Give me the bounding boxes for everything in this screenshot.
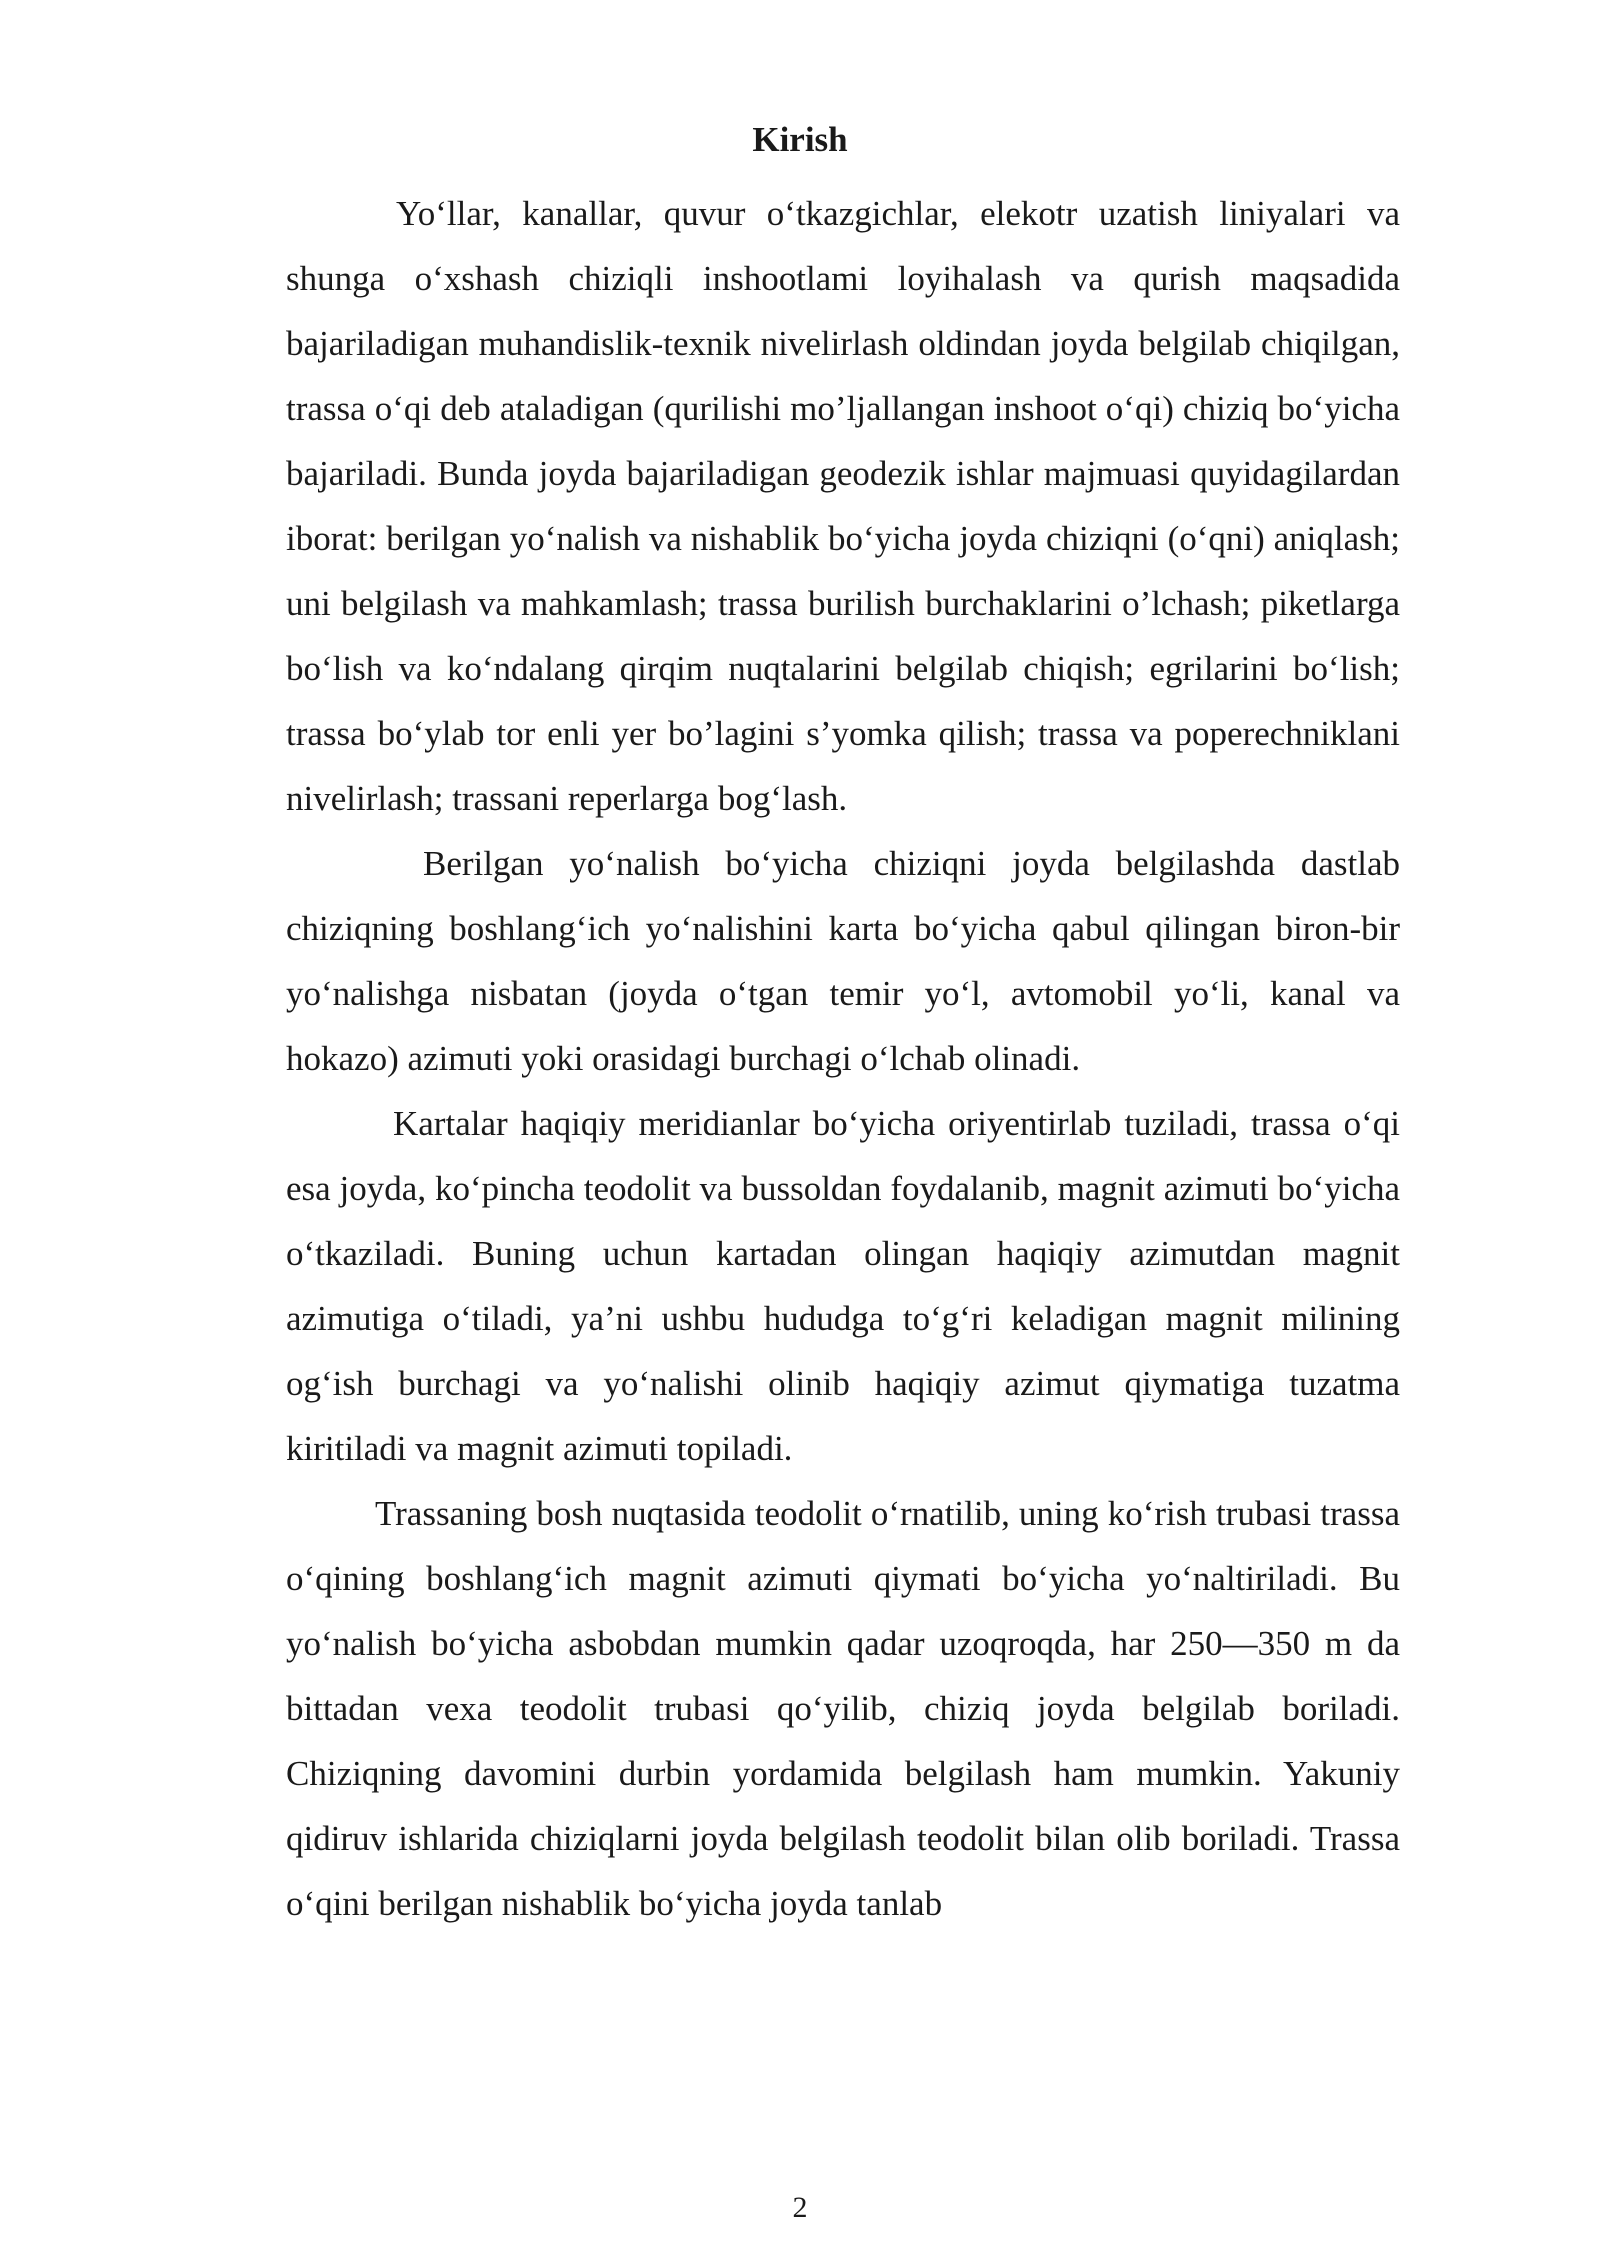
paragraph-1: Yo‘llar, kanallar, quvur o‘tkazgichlar, elekotr uzatish liniyalari va shunga o‘xshash chiziqli inshootlami loyihalash va qurish maqsadida bajariladigan muhandislik-texnik nivelirlash oldindan joyda belgilab chiqilgan, trassa o‘qi deb ataladigan (qurilishi mo’ljallangan inshoot o‘qi) chiziq bo‘yicha bajariladi. Bunda joyda bajariladigan geodezik ishlar majmuasi quyidagilardan iborat: berilgan yo‘nalish va nishablik bo‘yicha joyda chiziqni (o‘qni) aniqlash; uni belgilash va mahkamlash; trassa burilish burchaklarini o’lchash; piketlarga bo‘lish va ko‘ndalang qirqim nuqtalarini belgilab chiqish; egrilarini bo‘lish; trassa bo‘ylab tor enli yer bo’lagini s’yomka qilish; trassa va poperechniklani nivelirlash; trassani reperlarga bog‘lash.: [286, 194, 1400, 818]
body-text: [286, 181, 1400, 1936]
page-title: Kirish: [752, 120, 848, 159]
paragraph-4: Trassaning bosh nuqtasida teodolit o‘rnatilib, uning ko‘rish trubasi trassa o‘qining boshlang‘ich magnit azimuti qiymati bo‘yicha yo‘naltiriladi. Bu yo‘nalish bo‘yicha asbobdan mumkin qadar uzoqroqda, har 250—350 m da bittadan vexa teodolit trubasi qo‘yilib, chiziq joyda belgilab boriladi. Chiziqning davomini durbin yordamida belgilash ham mumkin. Yakuniy qidiruv ishlarida chiziqlarni joyda belgilash teodolit bilan olib boriladi. Trassa o‘qini berilgan nishablik bo‘yicha joyda tanlab: [286, 1494, 1400, 1923]
page-number: 2: [792, 2191, 808, 2224]
paragraph-3: Kartalar haqiqiy meridianlar bo‘yicha oriyentirlab tuziladi, trassa o‘qi esa joyda, ko‘pincha teodolit va bussoldan foydalanib, magnit azimuti bo‘yicha o‘tkaziladi. Buning uchun kartadan olingan haqiqiy azimutdan magnit azimutiga o‘tiladi, ya’ni ushbu hududga to‘g‘ri keladigan magnit milining og‘ish burchagi va yo‘nalishi olinib haqiqiy azimut qiymatiga tuzatma kiritiladi va magnit azimuti topiladi.: [286, 1104, 1400, 1468]
paragraph-2: Berilgan yo‘nalish bo‘yicha chiziqni joyda belgilashda dastlab chiziqning boshlang‘ich yo‘nalishini karta bo‘yicha qabul qilingan biron-bir yo‘nalishga nisbatan (joyda o‘tgan temir yo‘l, avtomobil yo‘li, kanal va hokazo) azimuti yoki orasidagi burchagi o‘lchab olinadi.: [286, 844, 1400, 1078]
